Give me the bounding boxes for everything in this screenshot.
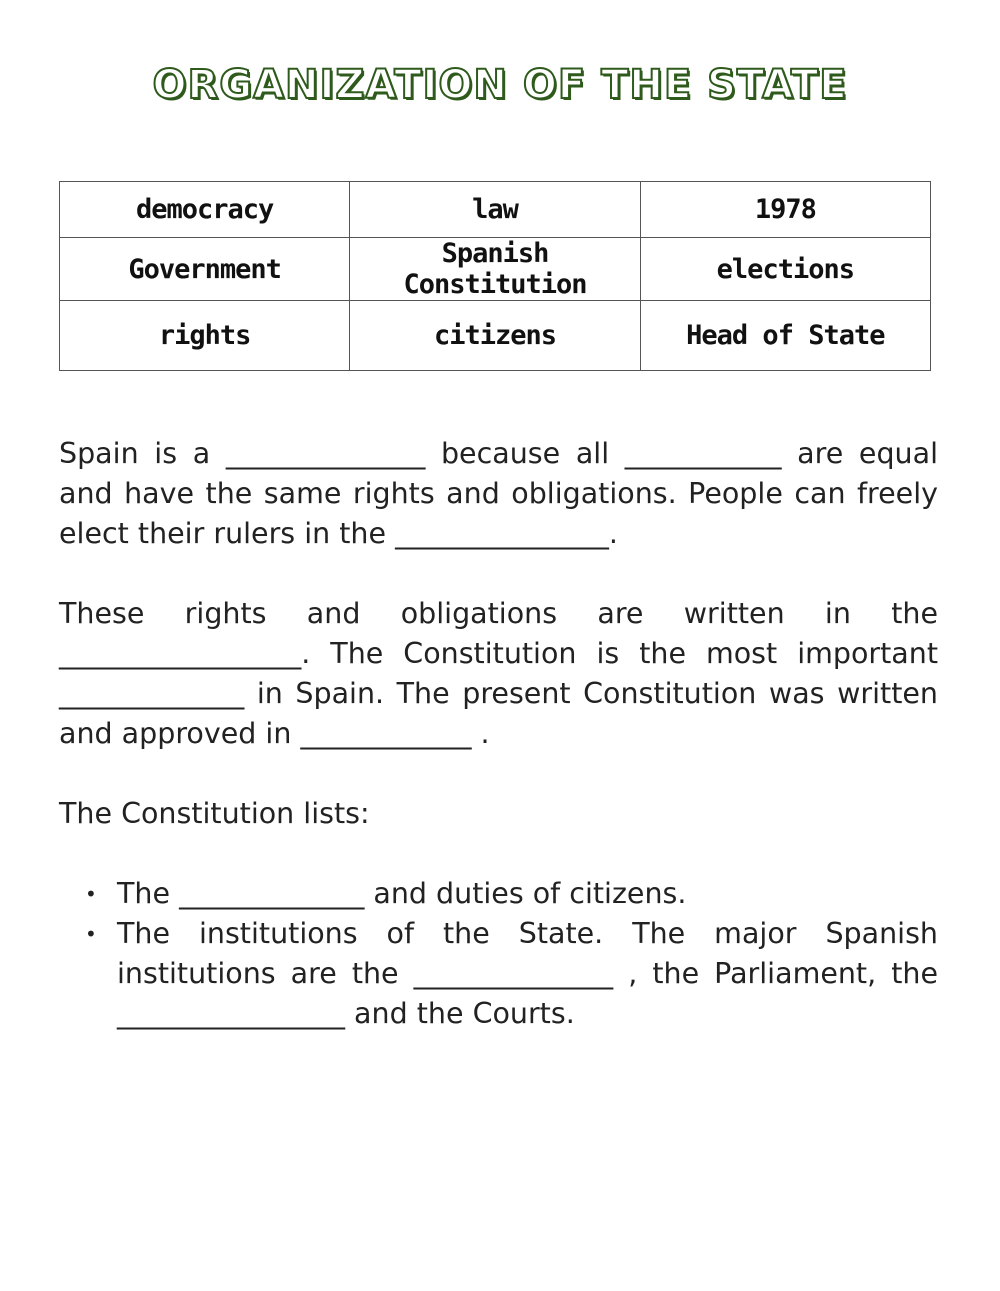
- paragraph-constitution: These rights and obligations are written in the _________________. The Constitution is the most important _____________ in Spain. The present Constitution was written and approved in ____________ .: [59, 597, 938, 750]
- table-row: [60, 238, 931, 301]
- bullet-icon: •: [85, 882, 97, 906]
- word-cell: Spanish Constitution: [350, 238, 640, 301]
- word-cell: rights: [60, 301, 350, 371]
- paragraph-democracy: Spain is a ______________ because all ___________ are equal and have the same rights and obligations. People can freely elect their rulers in the _______________.: [59, 437, 938, 550]
- word-cell: 1978: [640, 182, 930, 238]
- word-bank-table: [59, 181, 931, 371]
- word-cell: law: [350, 182, 640, 238]
- word-cell: Head of State: [640, 301, 930, 371]
- list-item-text: The _____________ and duties of citizens.: [117, 877, 687, 910]
- list-item: [85, 914, 938, 1034]
- word-cell: democracy: [60, 182, 350, 238]
- paragraph-lists-intro: The Constitution lists:: [59, 797, 370, 830]
- bullet-icon: •: [85, 922, 97, 946]
- table-row: [60, 301, 931, 371]
- word-cell: citizens: [350, 301, 640, 371]
- constitution-list: [85, 874, 938, 1034]
- word-cell: elections: [640, 238, 930, 301]
- list-item: [85, 874, 938, 914]
- page-title: ORGANIZATION OF THE STATE: [152, 62, 848, 108]
- word-cell: Government: [60, 238, 350, 301]
- list-item-text: The institutions of the State. The major Spanish institutions are the ______________ , the Parliament, the ________________ and the Courts.: [117, 917, 938, 1030]
- table-row: [60, 182, 931, 238]
